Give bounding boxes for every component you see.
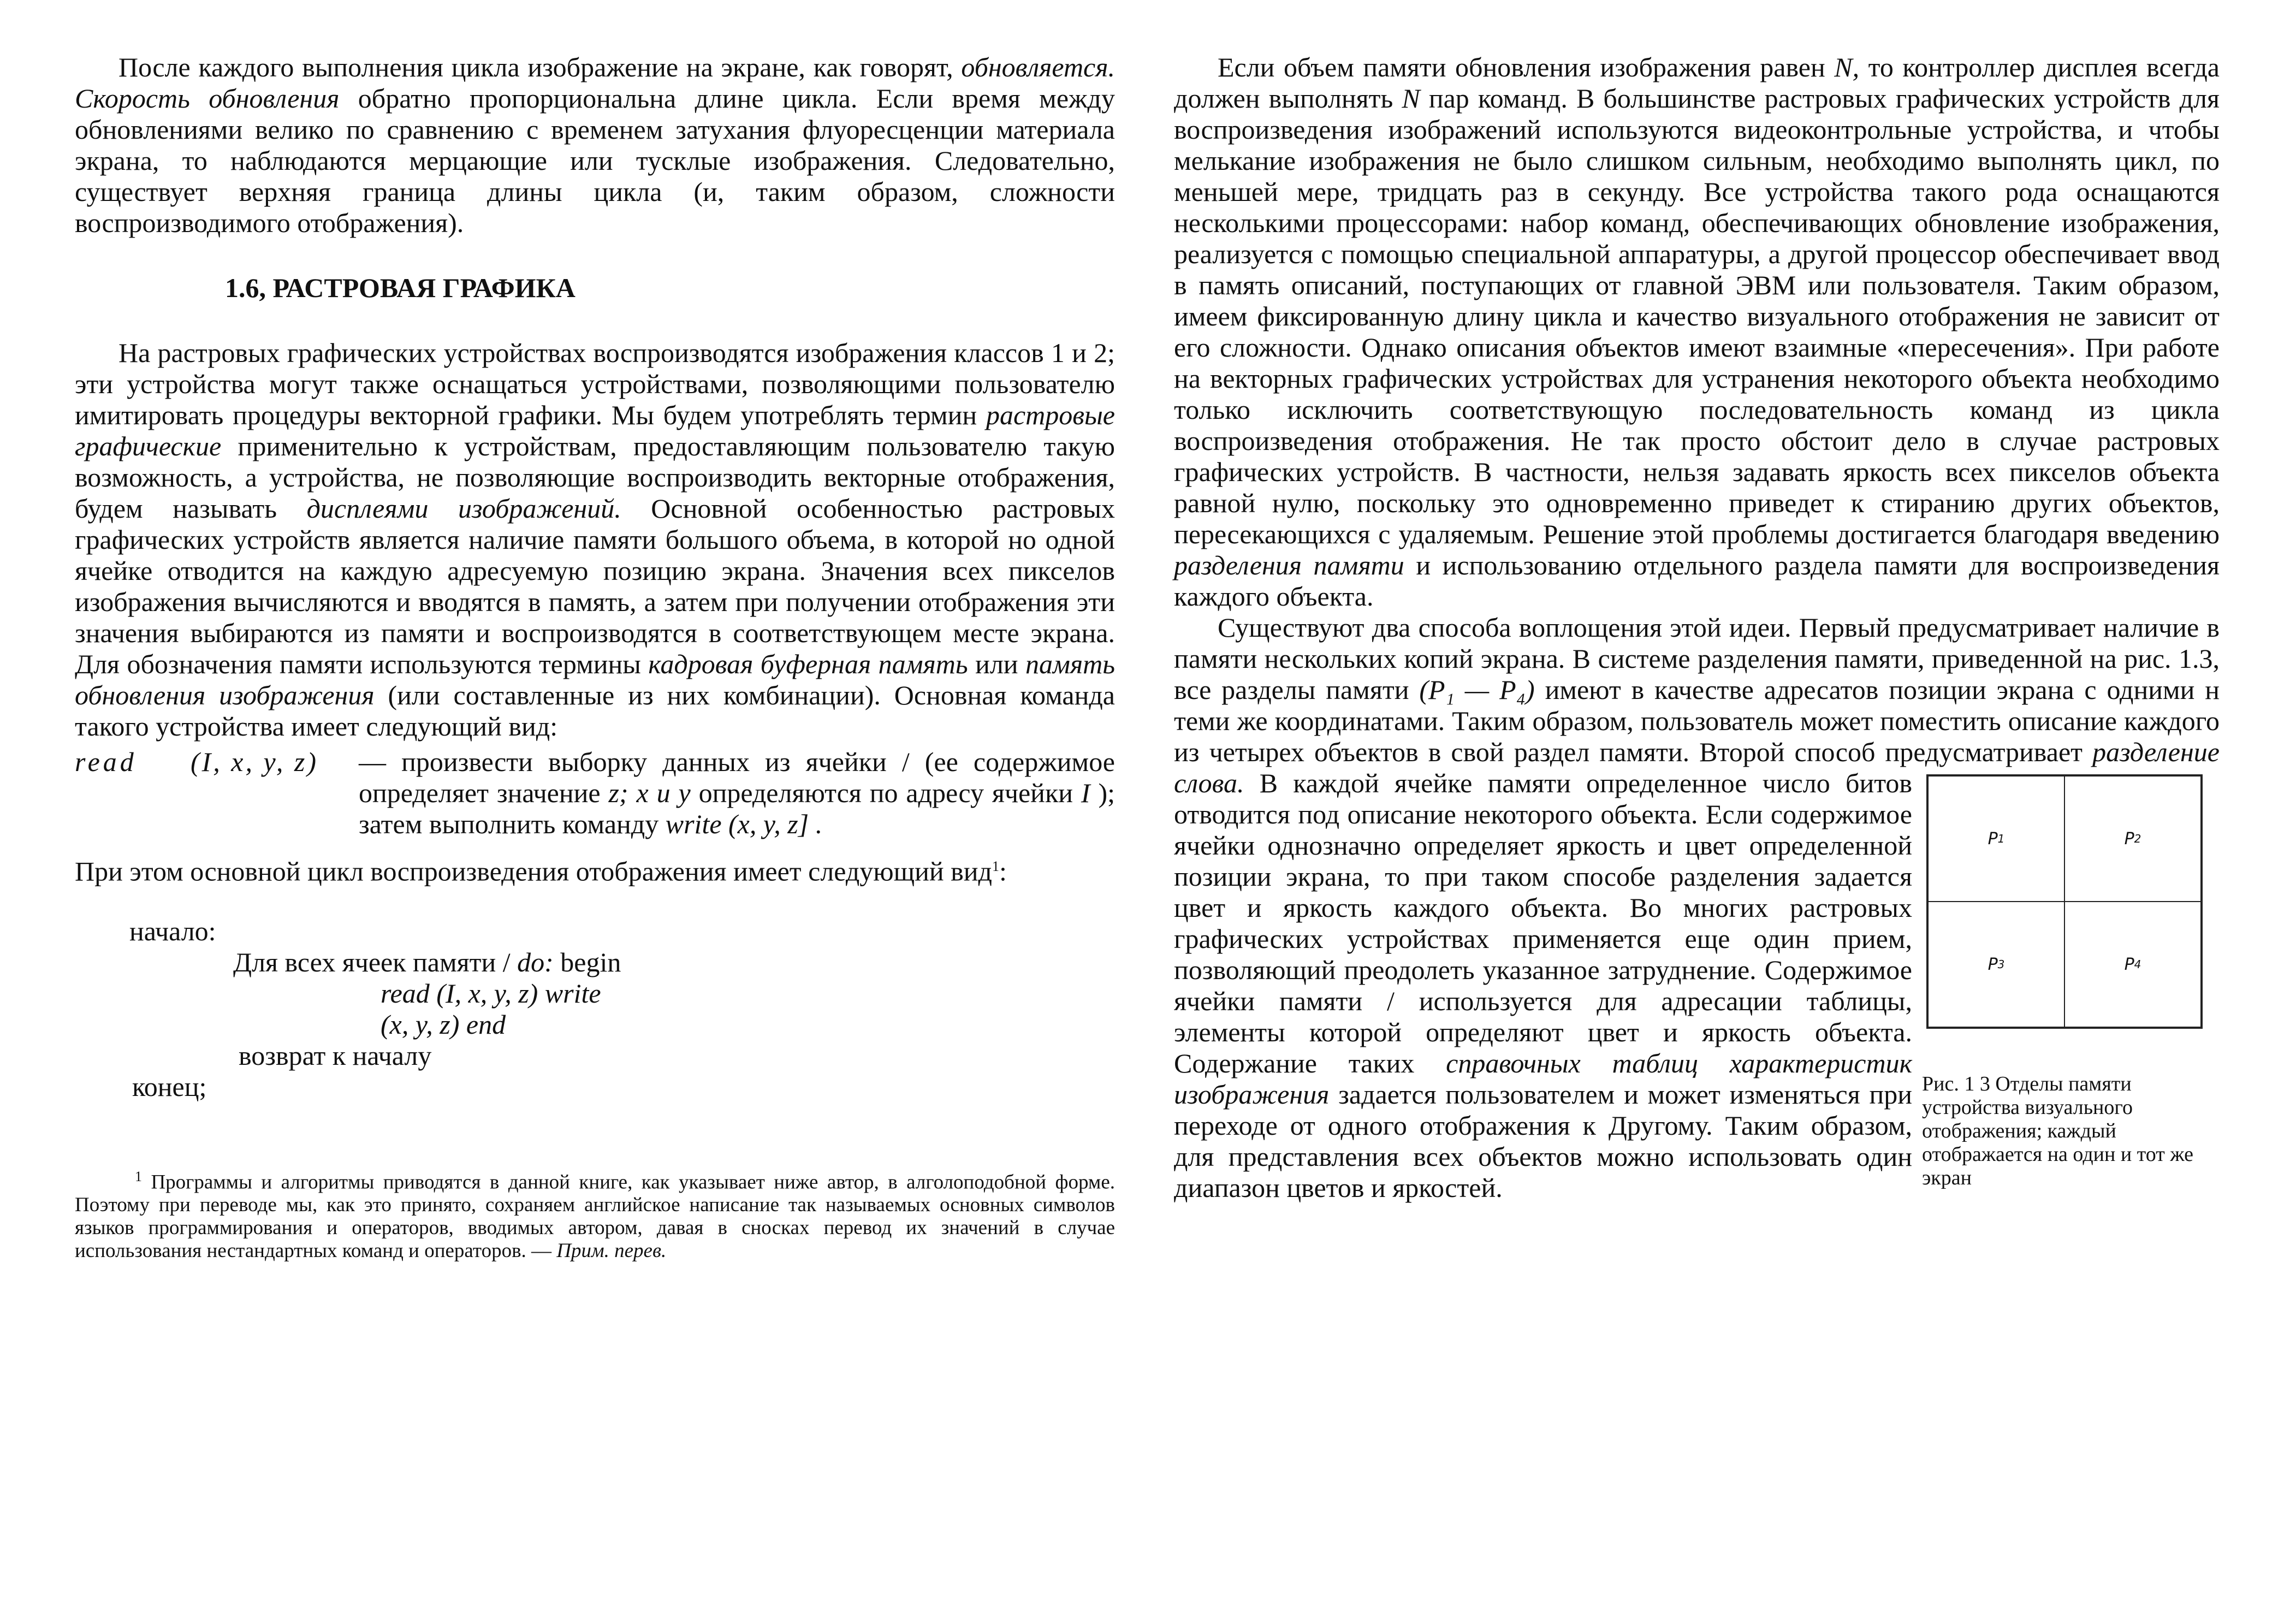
raster-paragraph: На растровых графических устройствах воспроизводятся изображения классов 1 и 2; эти устройства могут также оснащаться устройствами, позволяющими пользователю имитировать процедуры векторной графики. Мы будем употреблять термин растровые графические применительно к устройствам, предоставляющим пользователю такую возможность, а устройства, не позволяющие воспроизводить векторные отображения, будем называть дисплеями изображений. Основной особенностью растровых графических устройств является наличие памяти большого объема, в которой но одной ячейке отводится на каждую адресуемую позицию экрана. Значения всех пикселов изображения вычисляются и вводятся в память, а затем при получении отображения эти значения выбираются из памяти и воспроизводятся в соответствующем месте экрана. Для обозначения памяти используются термины кадровая буферная память или память обновления изображения (или составленные из них комбинации). Основная команда такого устройства имеет следующий вид: [75, 337, 1115, 742]
memory-partition-diagram [1926, 774, 2203, 1029]
partition-p1: P 1 [1928, 776, 2064, 902]
algo-line-loop: Для всех ячеек памяти / do: begin [233, 946, 621, 977]
partition-p3: P 3 [1928, 902, 2064, 1027]
section-heading: 1.6, РАСТРОВАЯ ГРАФИКА [225, 272, 576, 303]
memory-partition-paragraph: Существуют два способа воплощения этой идеи. Первый предусматривает наличие в памяти нескольких копий экрана. В системе разделения памяти, приведенной на рис. 1.3, все разделы памяти (P₁ — P₄) имеют в качестве адресатов позиции экрана с одними н теми же координатами. Таким образом, пользователь может поместить описание каждого из четырех объектов в свой раздел памяти. Второй способ предусматривает P 1 P 2 P 3 P 4 Рис. 1 3 Отделы памяти устройства визуального отображения; каждый отображается на один и тот же экран разделение слова. В каждой ячейке памяти определенное число битов отводится под описание некоторого объекта. Если содержимое ячейки однозначно определяет яркость и цвет определенной позиции экрана, то при таком способе разделения задается цвет и яркость каждого объекта. Во многих растровых графических устройствах применяется еще один прием, позволяющий преодолеть указанное затруднение. Содержимое ячейки памяти / используется для адресации таблицы, элементы которой определяют цвет и яркость объекта. Содержание таких справочных таблиц характеристик изображения задается пользователем и может изменяться при переходе от одного отображения к Другому. Таким образом, для представления всех объектов можно использовать один диапазон цветов и яркостей. [1174, 612, 2220, 1203]
partition-p4: P 4 [2064, 902, 2201, 1027]
algo-line-return: возврат к началу [239, 1040, 432, 1071]
figure-1-3 [1922, 771, 2220, 1190]
left-page [75, 52, 1115, 1263]
algo-line-finish: конец; [132, 1071, 207, 1102]
read-description: — произвести выборку данных из ячейки / (ее содержимое определяет значение z; x и y определяются по адресу ячейки I ); затем выполнить команду write (x, y, z] . [359, 746, 1115, 839]
algo-line-read: read (I, x, y, z) write [381, 977, 601, 1009]
read-keyword: read [75, 746, 137, 777]
algo-line-end: (x, y, z) end [381, 1009, 506, 1040]
read-command-definition [75, 746, 1115, 840]
algorithm-listing [75, 916, 1115, 1103]
partition-p2: P 2 [2064, 776, 2201, 902]
right-page [1174, 52, 2220, 1204]
refresh-memory-paragraph: Если объем памяти обновления изображения равен N, то контроллер дисплея всегда должен выполнять N пар команд. В большинстве растровых графических устройств для воспроизведения изображений используются видеоконтрольные устройства, и чтобы мелькание изображения не было слишком сильным, необходимо выполнять цикл, по меньшей мере, тридцать раз в секунду. Все устройства такого рода оснащаются несколькими процессорами: набор команд, обеспечивающих обновление изображения, реализуется с помощью специальной аппаратуры, а другой процессор обеспечивает ввод в память описаний, поступающих от главной ЭВМ или пользователя. Таким образом, имеем фиксированную длину цикла и качество визуального отображения не зависит от его сложности. Однако описания объектов имеют взаимные «пересечения». При работе на векторных графических устройствах для устранения некоторого объекта необходимо только исключить соответствующую последовательность команд из цикла воспроизведения отображения. Не так просто обстоит дело в случае растровых графических устройств. В частности, нельзя задавать яркость всех пикселов объекта равной нулю, поскольку это одновременно приведет к стиранию других объектов, пересекающихся с удаляемым. Решение этой проблемы достигается благодаря введению разделения памяти и использованию отдельного раздела памяти для воспроизведения каждого объекта. [1174, 52, 2220, 612]
algo-line-start: начало: [129, 915, 216, 946]
read-arguments: (I, x, y, z) [191, 746, 319, 777]
loop-intro: При этом основной цикл воспроизведения отображения имеет следующий вид$^1$: [75, 856, 1007, 887]
figure-caption: Рис. 1 3 Отделы памяти устройства визуального отображения; каждый отображается на один и тот же экран [1922, 1072, 2193, 1189]
footnote: $^1$ Программы и алгоритмы приводятся в данной книге, как указывает ниже автор, в алголоподобной форме. Поэтому при переводе мы, как это принято, сохраняем английское написание так называемых основных символов языков программирования и операторов, вводимых автором, давая в сносках перевод их значений в случае использования нестандартных команд и операторов. — Прим. перев. [75, 1168, 1115, 1262]
intro-paragraph: После каждого выполнения цикла изображение на экране, как говорят, обновляется. Скорость обновления обратно пропорциональна длине цикла. Если время между обновлениями велико по сравнению с временем затухания флуоресценции материала экрана, то наблюдаются мерцающие или тусклые изображения. Следовательно, существует верхняя граница длины цикла (и, таким образом, сложности воспроизводимого отображения). [75, 52, 1115, 238]
